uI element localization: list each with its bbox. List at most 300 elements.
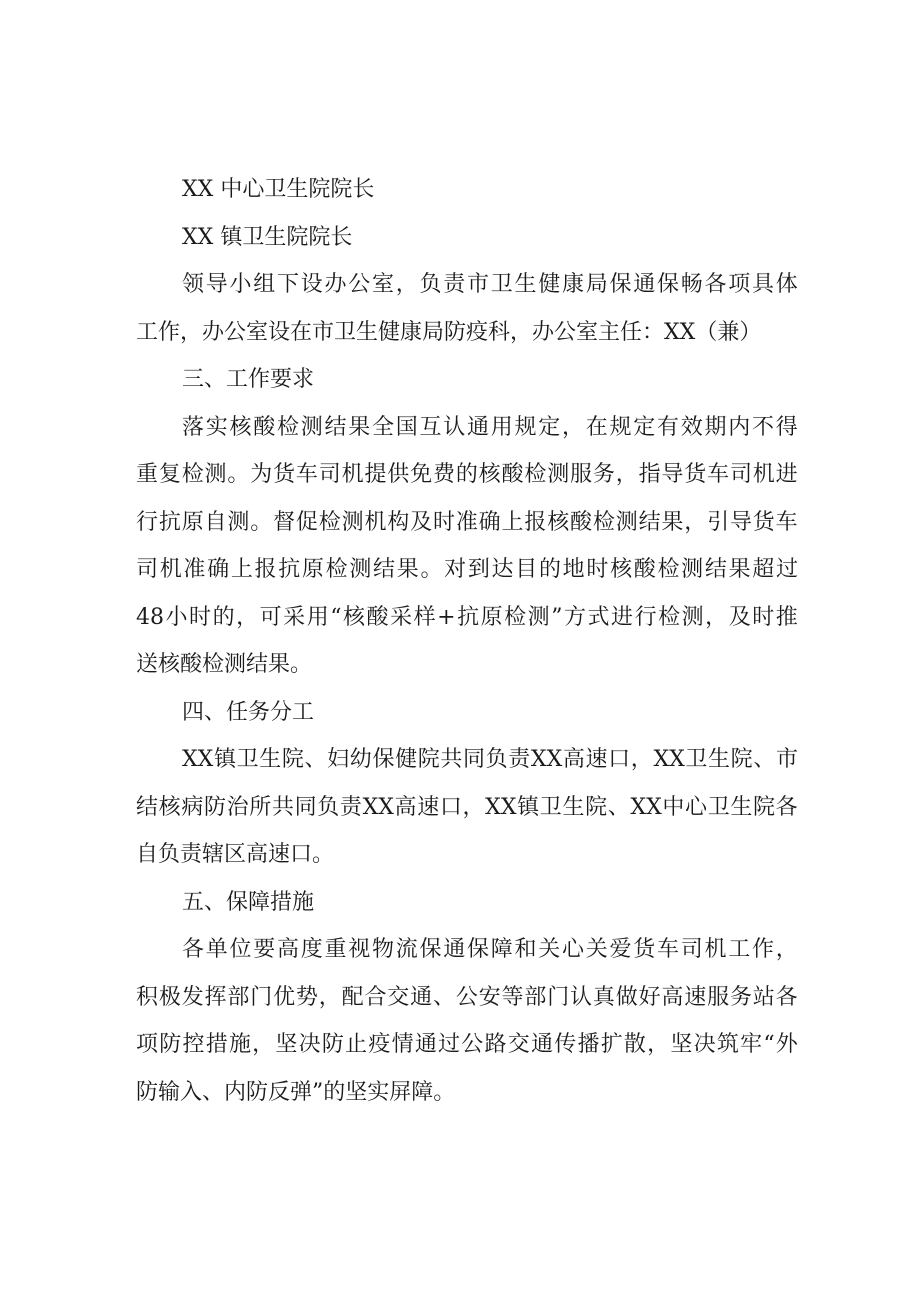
text-glyph: 门 <box>250 984 273 1010</box>
text-glyph: 检 <box>181 462 204 487</box>
text-glyph: 办 <box>324 272 347 297</box>
text-glyph: 检 <box>657 557 680 582</box>
text-glyph: 责 <box>508 747 531 772</box>
text-glyph: “ <box>330 604 342 630</box>
text-glyph: 测 <box>227 509 250 535</box>
text-glyph: 服 <box>570 462 593 487</box>
text-glyph: 具 <box>752 272 775 297</box>
text-glyph: 位 <box>229 937 252 962</box>
text-glyph: 务 <box>729 984 752 1010</box>
text-glyph: 核 <box>478 462 501 487</box>
text-glyph: 结 <box>638 509 661 535</box>
text-glyph: 同 <box>294 794 317 820</box>
text-glyph: 酸 <box>253 414 276 440</box>
text-glyph: 果 <box>661 509 684 535</box>
text-glyph: 播 <box>577 1032 600 1057</box>
text-glyph: 保 <box>609 272 632 297</box>
text-glyph: 定 <box>633 414 656 440</box>
text-line-content: 工作，办公室设在市卫生健康局防疫科，办公室主任：XX（兼） <box>136 319 762 345</box>
text-glyph: 、 <box>432 984 455 1010</box>
text-glyph: 部 <box>524 984 547 1010</box>
text-glyph: 生 <box>259 747 282 772</box>
text-glyph: 速 <box>417 794 440 820</box>
text-glyph: 采 <box>283 604 306 630</box>
text-glyph: 度 <box>300 937 323 962</box>
text-glyph: 果 <box>728 557 751 582</box>
text-glyph: 免 <box>410 462 433 487</box>
text-glyph: 地 <box>562 557 585 582</box>
text-glyph: 卫 <box>539 794 562 820</box>
text-glyph: 目 <box>515 557 538 582</box>
text-line <box>136 831 798 879</box>
text-glyph: 保 <box>657 272 680 297</box>
text-glyph: 治 <box>226 794 249 820</box>
text-glyph: 情 <box>391 1032 414 1057</box>
text-glyph: 保 <box>419 937 442 962</box>
text-line <box>136 309 798 357</box>
text-glyph: 用 <box>490 414 513 440</box>
text-glyph: ， <box>462 794 485 820</box>
text-glyph: 市 <box>775 747 798 772</box>
text-glyph: 机 <box>364 509 387 535</box>
text-glyph: 检 <box>325 557 348 582</box>
text-glyph: 的 <box>212 604 235 630</box>
text-glyph: XX <box>362 794 394 820</box>
text-glyph: + <box>437 604 456 630</box>
text-glyph: ， <box>318 984 341 1010</box>
text-glyph: 互 <box>419 414 442 440</box>
text-glyph: 所 <box>249 794 272 820</box>
text-glyph: 费 <box>432 462 455 487</box>
text-glyph: 部 <box>227 984 250 1010</box>
text-glyph: 抗 <box>158 509 181 535</box>
text-glyph: 安 <box>478 984 501 1010</box>
text-glyph: 可 <box>259 604 282 630</box>
text-glyph: 做 <box>615 984 638 1010</box>
text-glyph: 速 <box>585 747 608 772</box>
text-glyph: 同 <box>463 747 486 772</box>
text-glyph: 中 <box>662 794 685 820</box>
text-glyph: 复 <box>158 462 181 487</box>
text-glyph: 测 <box>615 509 638 535</box>
text-glyph: 措 <box>205 1032 228 1057</box>
text-line-content: XX 镇卫生院院长 <box>182 224 353 250</box>
text-glyph: 防 <box>203 794 226 820</box>
text-glyph: 要 <box>253 937 276 962</box>
text-glyph: 设 <box>300 272 323 297</box>
text-glyph: 作 <box>752 937 775 962</box>
text-line <box>136 594 798 642</box>
text-glyph: 到 <box>467 557 490 582</box>
text-glyph: XX <box>530 747 563 772</box>
text-line <box>136 261 798 309</box>
text-glyph: 各 <box>704 272 727 297</box>
text-glyph: 幼 <box>349 747 372 772</box>
text-glyph: 共 <box>271 794 294 820</box>
text-glyph: 导 <box>205 272 228 297</box>
text-glyph: 机 <box>752 462 775 487</box>
text-glyph: 负 <box>317 794 340 820</box>
text-glyph: 司 <box>729 462 752 487</box>
text-glyph: 货 <box>684 462 707 487</box>
text-glyph: 防 <box>159 1032 182 1057</box>
text-glyph: 时 <box>432 509 455 535</box>
text-glyph: 过 <box>438 1032 461 1057</box>
text-glyph: 视 <box>348 937 371 962</box>
text-line-content: 四、任务分工 <box>182 699 315 725</box>
text-glyph: 原 <box>301 557 324 582</box>
text-glyph: 及 <box>410 509 433 535</box>
text-glyph: 通 <box>467 414 490 440</box>
text-glyph: 配 <box>341 984 364 1010</box>
text-glyph: 供 <box>387 462 410 487</box>
text-glyph: 定 <box>538 414 561 440</box>
text-line-content: 三、工作要求 <box>182 367 315 392</box>
text-glyph: 测 <box>681 604 704 630</box>
text-glyph: 务 <box>592 462 615 487</box>
text-glyph: 对 <box>444 557 467 582</box>
text-glyph: 疫 <box>368 1032 391 1057</box>
text-glyph: 督 <box>273 509 296 535</box>
text-glyph: 项 <box>136 1032 159 1057</box>
text-glyph: 规 <box>514 414 537 440</box>
text-glyph: 不 <box>752 414 775 440</box>
text-glyph: 生 <box>708 747 731 772</box>
text-glyph: 通 <box>530 1032 553 1057</box>
text-glyph: 结 <box>704 557 727 582</box>
text-glyph: 速 <box>684 984 707 1010</box>
text-glyph: 检 <box>592 509 615 535</box>
text-glyph: 机 <box>341 462 364 487</box>
text-glyph: 国 <box>395 414 418 440</box>
text-glyph: 结 <box>324 414 347 440</box>
text-glyph: 有 <box>657 414 680 440</box>
text-glyph: 各 <box>775 794 798 820</box>
text-glyph: 规 <box>609 414 632 440</box>
text-glyph: 检 <box>318 509 341 535</box>
text-glyph: 行 <box>634 604 657 630</box>
text-glyph: 保 <box>372 747 395 772</box>
text-line <box>136 689 798 737</box>
text-line <box>136 166 798 214</box>
text-glyph: 测 <box>341 509 364 535</box>
text-glyph: 止 <box>345 1032 368 1057</box>
text-glyph: 准 <box>455 509 478 535</box>
text-glyph: 重 <box>324 937 347 962</box>
text-glyph: 车 <box>657 937 680 962</box>
text-glyph: ” <box>551 604 563 630</box>
text-glyph: 指 <box>638 462 661 487</box>
text-glyph: 车 <box>707 462 730 487</box>
text-glyph: 责 <box>339 794 362 820</box>
text-glyph: 超 <box>752 557 775 582</box>
text-glyph: 公 <box>455 984 478 1010</box>
text-glyph: 构 <box>387 509 410 535</box>
text-glyph: 测 <box>681 557 704 582</box>
text-glyph: 原 <box>181 509 204 535</box>
text-glyph: 司 <box>680 937 703 962</box>
text-glyph: 司 <box>318 462 341 487</box>
text-glyph: 组 <box>253 272 276 297</box>
text-line <box>136 214 798 262</box>
text-glyph: 引 <box>707 509 730 535</box>
text-glyph: 酸 <box>570 509 593 535</box>
text-glyph: 。 <box>227 462 250 487</box>
text-glyph: ， <box>647 1032 670 1057</box>
text-glyph: ， <box>684 509 707 535</box>
text-glyph: 交 <box>507 1032 530 1057</box>
text-glyph: 卫 <box>236 747 259 772</box>
text-glyph: 重 <box>136 462 159 487</box>
text-glyph: 筑 <box>716 1032 739 1057</box>
text-glyph: 防 <box>321 1032 344 1057</box>
text-glyph: 机 <box>704 937 727 962</box>
text-glyph: 果 <box>396 557 419 582</box>
text-glyph: 认 <box>570 984 593 1010</box>
text-glyph: 保 <box>467 937 490 962</box>
text-glyph: 生 <box>562 794 585 820</box>
text-glyph: 镇 <box>517 794 540 820</box>
text-glyph: 通 <box>414 1032 437 1057</box>
text-glyph: 真 <box>592 984 615 1010</box>
text-glyph: 用 <box>306 604 329 630</box>
text-glyph: 过 <box>775 557 798 582</box>
text-glyph: 口 <box>439 794 462 820</box>
text-glyph: 测 <box>547 462 570 487</box>
text-glyph: 院 <box>585 794 608 820</box>
text-glyph: 卫 <box>685 747 708 772</box>
text-line <box>136 451 798 499</box>
text-glyph: 镇 <box>213 747 236 772</box>
text-line-content: 送核酸检测结果。 <box>136 652 313 677</box>
text-glyph: 和 <box>514 937 537 962</box>
text-glyph: 物 <box>372 937 395 962</box>
text-glyph: 服 <box>707 984 730 1010</box>
text-glyph: 货 <box>273 462 296 487</box>
text-glyph: 康 <box>562 272 585 297</box>
text-glyph: 市 <box>467 272 490 297</box>
text-glyph: 等 <box>501 984 524 1010</box>
text-glyph: 发 <box>181 984 204 1010</box>
text-glyph: 院 <box>281 747 304 772</box>
text-glyph: 测 <box>300 414 323 440</box>
text-glyph: 优 <box>273 984 296 1010</box>
text-glyph: 方 <box>563 604 586 630</box>
text-glyph: 进 <box>611 604 634 630</box>
text-glyph: 车 <box>295 462 318 487</box>
text-glyph: 高 <box>277 937 300 962</box>
text-line <box>136 926 798 974</box>
text-glyph: 结 <box>136 794 159 820</box>
text-glyph: 散 <box>623 1032 646 1057</box>
text-glyph: 口 <box>608 747 631 772</box>
text-glyph: 项 <box>728 272 751 297</box>
text-glyph: 报 <box>524 509 547 535</box>
text-glyph: 样 <box>413 604 436 630</box>
text-glyph: 合 <box>364 984 387 1010</box>
text-glyph: 促 <box>295 509 318 535</box>
text-glyph: 公 <box>461 1032 484 1057</box>
text-glyph: ， <box>395 272 418 297</box>
text-glyph: 原 <box>480 604 503 630</box>
text-line <box>136 1069 798 1117</box>
text-glyph: 外 <box>775 1032 798 1057</box>
text-line-content: XX 中心卫生院院长 <box>182 177 375 202</box>
text-glyph: 测 <box>349 557 372 582</box>
text-glyph: 落 <box>182 414 205 440</box>
text-glyph: 实 <box>205 414 228 440</box>
text-glyph: 责 <box>443 272 466 297</box>
text-glyph: 。 <box>250 509 273 535</box>
text-glyph: 全 <box>372 414 395 440</box>
text-glyph: 检 <box>524 462 547 487</box>
text-line <box>136 499 798 547</box>
text-glyph: 体 <box>775 272 798 297</box>
text-glyph: 上 <box>230 557 253 582</box>
text-glyph: 报 <box>254 557 277 582</box>
text-glyph: 健 <box>538 272 561 297</box>
text-glyph: 机 <box>159 557 182 582</box>
text-glyph: 势 <box>295 984 318 1010</box>
text-glyph: 坚 <box>670 1032 693 1057</box>
text-glyph: 卫 <box>707 794 730 820</box>
text-glyph: 导 <box>729 509 752 535</box>
text-glyph: 得 <box>775 414 798 440</box>
text-glyph: 共 <box>440 747 463 772</box>
text-glyph: 核 <box>547 509 570 535</box>
text-glyph: 确 <box>207 557 230 582</box>
text-glyph: 上 <box>501 509 524 535</box>
text-line <box>136 356 798 404</box>
text-glyph: 核 <box>229 414 252 440</box>
text-glyph: 司 <box>136 557 159 582</box>
text-glyph: 积 <box>136 984 159 1010</box>
text-glyph: 各 <box>182 937 205 962</box>
text-glyph: 传 <box>554 1032 577 1057</box>
text-glyph: 局 <box>585 272 608 297</box>
text-glyph: 流 <box>395 937 418 962</box>
text-glyph: 时 <box>752 604 775 630</box>
text-glyph: ， <box>615 462 638 487</box>
text-line-content: 自负责辖区高速口。 <box>136 842 335 867</box>
text-glyph: ， <box>236 604 259 630</box>
text-glyph: 自 <box>204 509 227 535</box>
text-glyph: 车 <box>775 509 798 535</box>
text-glyph: 检 <box>504 604 527 630</box>
text-glyph: 心 <box>685 794 708 820</box>
text-glyph: 障 <box>490 937 513 962</box>
text-glyph: XX <box>485 794 517 820</box>
text-glyph: 、 <box>753 747 776 772</box>
text-glyph: 的 <box>455 462 478 487</box>
text-glyph: 关 <box>538 937 561 962</box>
text-glyph: 检 <box>277 414 300 440</box>
text-glyph: 进 <box>775 462 798 487</box>
text-glyph: 高 <box>661 984 684 1010</box>
text-line-content: 五、保障措施 <box>182 889 315 915</box>
text-line-content: 防输入、内防反弹”的坚实屏障。 <box>136 1079 456 1105</box>
text-glyph: “ <box>763 1032 775 1057</box>
text-glyph: 行 <box>136 509 159 535</box>
text-glyph: ， <box>630 747 653 772</box>
text-glyph: 酸 <box>501 462 524 487</box>
text-glyph: 畅 <box>680 272 703 297</box>
text-glyph: 核 <box>610 557 633 582</box>
text-glyph: 生 <box>730 794 753 820</box>
text-glyph: 通 <box>443 937 466 962</box>
text-glyph: 的 <box>538 557 561 582</box>
text-glyph: 。 <box>420 557 443 582</box>
text-glyph: 爱 <box>609 937 632 962</box>
text-line <box>136 736 798 784</box>
text-line <box>136 879 798 927</box>
text-glyph: 下 <box>277 272 300 297</box>
text-glyph: 通 <box>633 272 656 297</box>
text-line <box>136 1021 798 1069</box>
text-line <box>136 641 798 689</box>
text-glyph: 测 <box>204 462 227 487</box>
text-glyph: 健 <box>395 747 418 772</box>
text-glyph: 决 <box>693 1032 716 1057</box>
text-glyph: 准 <box>183 557 206 582</box>
text-glyph: 检 <box>658 604 681 630</box>
text-glyph: 牢 <box>740 1032 763 1057</box>
text-glyph: 货 <box>633 937 656 962</box>
text-glyph: 妇 <box>327 747 350 772</box>
text-glyph: 生 <box>514 272 537 297</box>
text-glyph: 各 <box>775 984 798 1010</box>
text-glyph: 在 <box>585 414 608 440</box>
text-glyph: 采 <box>390 604 413 630</box>
text-line <box>136 974 798 1022</box>
text-glyph: 酸 <box>366 604 389 630</box>
text-line <box>136 784 798 832</box>
text-glyph: 站 <box>752 984 775 1010</box>
text-glyph: 导 <box>661 462 684 487</box>
text-glyph: 路 <box>484 1032 507 1057</box>
text-glyph: 酸 <box>633 557 656 582</box>
text-glyph: 达 <box>491 557 514 582</box>
text-glyph: 交 <box>387 984 410 1010</box>
text-glyph: 院 <box>730 747 753 772</box>
text-glyph: 期 <box>704 414 727 440</box>
text-glyph: 小 <box>229 272 252 297</box>
text-glyph: ， <box>775 937 798 962</box>
text-glyph: 病 <box>181 794 204 820</box>
text-glyph: 工 <box>728 937 751 962</box>
text-glyph: 院 <box>417 747 440 772</box>
text-glyph: 推 <box>775 604 798 630</box>
text-glyph: 、 <box>607 794 630 820</box>
text-glyph: 极 <box>158 984 181 1010</box>
text-glyph: 抗 <box>278 557 301 582</box>
text-glyph: 结 <box>373 557 396 582</box>
text-glyph: 时 <box>189 604 212 630</box>
text-glyph: 领 <box>182 272 205 297</box>
text-glyph: 扩 <box>600 1032 623 1057</box>
text-glyph: 货 <box>752 509 775 535</box>
text-glyph: 控 <box>182 1032 205 1057</box>
text-glyph: 效 <box>680 414 703 440</box>
text-glyph: 核 <box>158 794 181 820</box>
text-glyph: 小 <box>165 604 188 630</box>
text-glyph: 高 <box>394 794 417 820</box>
text-glyph: 施 <box>228 1032 251 1057</box>
text-glyph: 时 <box>586 557 609 582</box>
text-glyph: 单 <box>205 937 228 962</box>
text-glyph: 确 <box>478 509 501 535</box>
text-glyph: 室 <box>372 272 395 297</box>
